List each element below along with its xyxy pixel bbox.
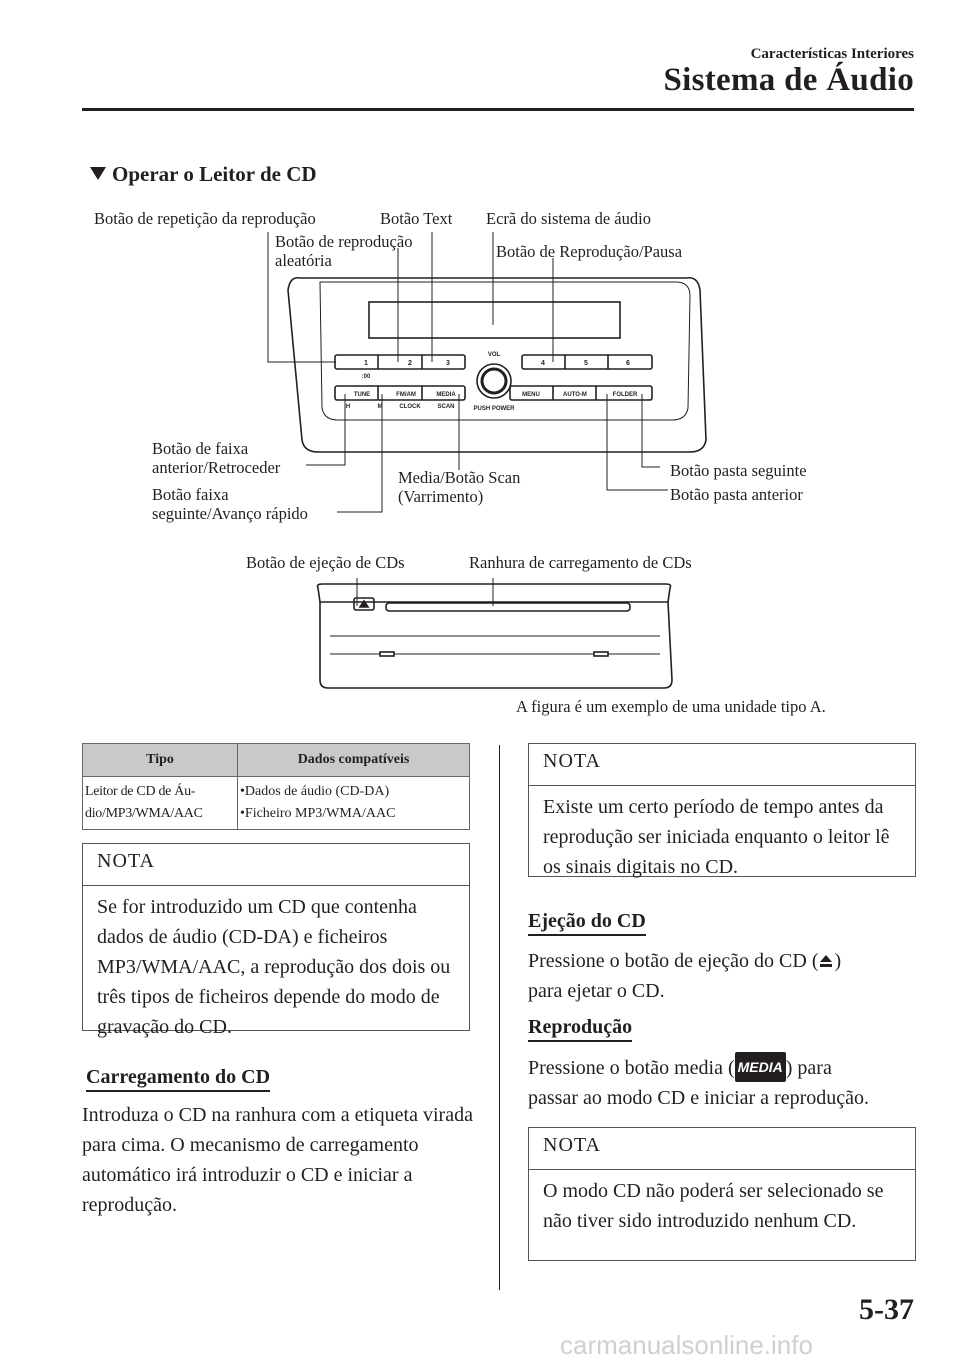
m-label: M xyxy=(377,404,383,410)
header-section: Características Interiores xyxy=(750,46,914,62)
note-title: NOTA xyxy=(529,1128,915,1170)
note-body: O modo CD não poderá ser selecionado se não tiver sido introduzido nenhum CD. xyxy=(543,1180,884,1232)
note-title: NOTA xyxy=(529,744,915,786)
push-power-label: PUSH POWER xyxy=(473,406,515,412)
cd-slot-unit xyxy=(318,584,673,688)
note-title: NOTA xyxy=(83,844,469,886)
label-track-back-button: Botão de faixa anterior/Retroceder xyxy=(152,439,281,477)
preset-6: 6 xyxy=(626,360,630,367)
preset-2: 2 xyxy=(408,360,412,367)
auto-m-label: AUTO-M xyxy=(563,392,587,398)
playback-body: Pressione o botão media ( MEDIA ) para passar ao modo CD e iniciar a reprodução. xyxy=(528,1052,920,1113)
label-play-pause-button: Botão de Reprodução/Pausa xyxy=(496,242,683,261)
clock-mark: :00 xyxy=(361,374,371,380)
h-label: H xyxy=(345,404,351,410)
clock-label: CLOCK xyxy=(399,404,421,410)
fm-am-label: FM/AM xyxy=(396,392,416,398)
preset-4: 4 xyxy=(541,360,545,367)
table-cell-data xyxy=(238,777,470,830)
menu-label: MENU xyxy=(522,392,540,398)
loading-body: Introduza o CD na ranhura com a etiqueta virada para cima. O mecanismo de carregamento automático irá introduzir o CD e iniciar a reprodução. xyxy=(82,1104,473,1216)
watermark: carmanualsonline.info xyxy=(560,1330,813,1360)
preset-1: 1 xyxy=(364,360,368,367)
column-divider xyxy=(499,745,500,1290)
preset-3: 3 xyxy=(446,360,450,367)
label-text-button: Botão Text xyxy=(380,209,453,228)
note-body: Se for introduzido um CD que contenha dados de áudio (CD-DA) e ficheiros MP3/WMA/AAC, a reprodução dos dois ou três tipos de ficheiros depende do modo de gravação do CD. xyxy=(97,896,451,1038)
scan-label: SCAN xyxy=(437,404,455,410)
label-repeat-button: Botão de repetição da reprodução xyxy=(94,209,316,228)
header-title: Sistema de Áudio xyxy=(663,62,914,98)
label-cd-slot: Ranhura de carregamento de CDs xyxy=(469,553,692,572)
playback-heading: Reprodução xyxy=(528,1016,632,1039)
page-number: 5-37 xyxy=(859,1293,914,1326)
label-eject-button: Botão de ejeção de CDs xyxy=(246,553,405,572)
media-button-icon: MEDIA xyxy=(735,1052,786,1082)
eject-heading: Ejeção do CD xyxy=(528,910,646,933)
eject-body: Pressione o botão de ejeção do CD ( ) para ejetar o CD. xyxy=(528,950,842,1002)
note-box xyxy=(528,743,916,877)
media-label: MEDIA xyxy=(436,392,456,398)
tune-label: TUNE xyxy=(353,392,371,398)
note-box xyxy=(528,1127,916,1261)
loading-heading: Carregamento do CD xyxy=(86,1066,270,1089)
table-header: Dados compatíveis xyxy=(238,744,470,777)
label-media-scan-button: Media/Botão Scan (Varrimento) xyxy=(398,468,521,506)
note-box xyxy=(82,843,470,1038)
table-cell-data-item: •Dados de áudio (CD-DA) xyxy=(240,784,390,799)
figure-caption: A figura é um exemplo de uma unidade tipo A. xyxy=(516,697,826,716)
label-audio-screen: Ecrã do sistema de áudio xyxy=(486,209,651,228)
table-cell-data-item: •Ficheiro MP3/WMA/AAC xyxy=(240,806,396,821)
table-cell-type: Leitor de CD de Áu- dio/MP3/WMA/AAC xyxy=(83,777,238,830)
label-random-button: Botão de reprodução aleatória xyxy=(275,232,413,270)
folder-label: FOLDER xyxy=(612,392,638,398)
preset-5: 5 xyxy=(584,360,588,367)
label-track-forward-button: Botão faixa seguinte/Avanço rápido xyxy=(152,485,308,523)
vol-label: VOL xyxy=(487,352,501,358)
eject-icon xyxy=(818,953,834,969)
note-body: Existe um certo período de tempo antes da reprodução ser iniciada enquanto o leitor lê os sinais digitais no CD. xyxy=(543,796,890,878)
label-folder-prev-button: Botão pasta anterior xyxy=(670,485,803,504)
section-title: Operar o Leitor de CD xyxy=(90,162,317,187)
table-header: Tipo xyxy=(83,744,238,777)
table-row xyxy=(83,777,470,830)
compatible-data-table xyxy=(82,743,470,830)
label-folder-next-button: Botão pasta seguinte xyxy=(670,461,807,480)
